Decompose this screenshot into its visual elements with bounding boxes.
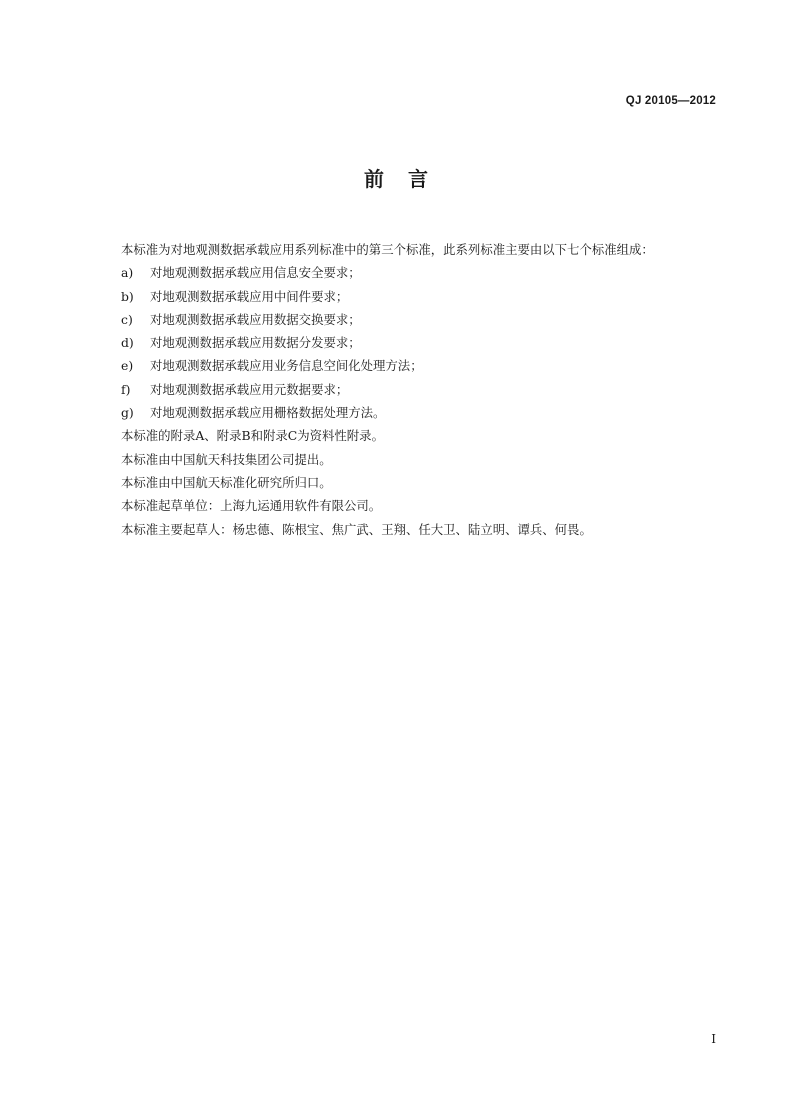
list-item — [92, 354, 718, 377]
page-number: I — [711, 1032, 716, 1046]
list-item — [92, 261, 718, 284]
list-item-text: 对地观测数据承载应用数据交换要求； — [150, 311, 361, 327]
list-item — [92, 331, 718, 354]
page-title: 前言 — [364, 167, 452, 191]
list-marker: c) — [121, 311, 133, 327]
list-marker: d) — [121, 335, 134, 351]
list-item-text: 对地观测数据承载应用元数据要求； — [150, 381, 349, 397]
list-item — [92, 378, 718, 401]
drafting-unit-paragraph: 本标准起草单位：上海九运通用软件有限公司。 — [121, 498, 382, 514]
list-item — [92, 308, 718, 331]
document-number: QJ 20105—2012 — [625, 95, 716, 107]
foreword-body — [92, 238, 718, 541]
intro-paragraph: 本标准为对地观测数据承载应用系列标准中的第三个标准，此系列标准主要由以下七个标准组成： — [121, 242, 654, 257]
standards-list — [92, 261, 718, 424]
proposer-paragraph: 本标准由中国航天科技集团公司提出。 — [121, 451, 332, 467]
administrator-paragraph: 本标准由中国航天标准化研究所归口。 — [121, 474, 332, 490]
list-marker: a) — [121, 265, 134, 281]
list-item-text: 对地观测数据承载应用中间件要求； — [150, 288, 349, 304]
drafters-paragraph: 本标准主要起草人：杨忠德、陈根宝、焦广武、王翔、任大卫、陆立明、谭兵、何畏。 — [121, 521, 592, 537]
appendix-paragraph: 本标准的附录A、附录B和附录C为资料性附录。 — [121, 428, 384, 444]
list-item — [92, 401, 718, 424]
list-item-text: 对地观测数据承载应用信息安全要求； — [150, 265, 361, 281]
list-item — [92, 285, 718, 308]
list-marker: f) — [121, 381, 131, 397]
list-marker: b) — [121, 288, 134, 304]
list-item-text: 对地观测数据承载应用数据分发要求； — [150, 335, 361, 351]
list-marker: g) — [121, 405, 134, 421]
list-item-text: 对地观测数据承载应用栅格数据处理方法。 — [150, 405, 386, 421]
list-item-text: 对地观测数据承载应用业务信息空间化处理方法； — [150, 358, 423, 374]
list-marker: e) — [121, 358, 134, 374]
